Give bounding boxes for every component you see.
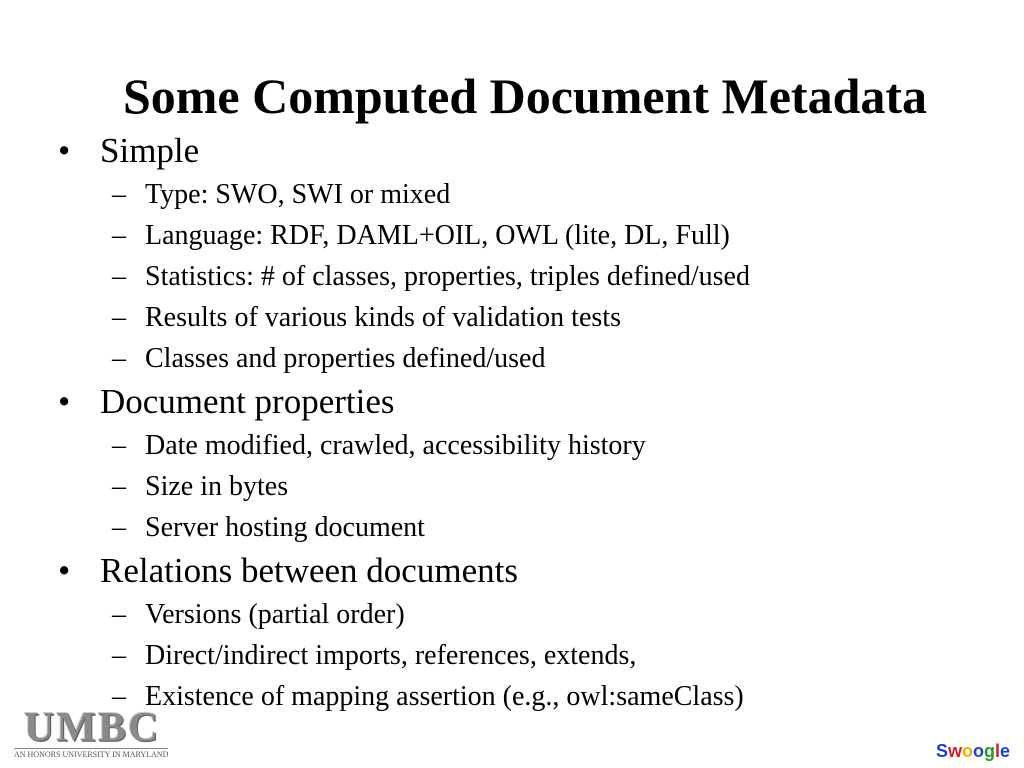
- bullet-group-relations: [56, 548, 1006, 717]
- sub-text: Results of various kinds of validation tests: [145, 302, 621, 333]
- bullet-item: [56, 379, 1006, 425]
- dash-mark: –: [112, 599, 126, 630]
- sub-text: Server hosting document: [145, 512, 425, 543]
- dash-mark: –: [112, 179, 126, 210]
- dash-mark: –: [112, 302, 126, 333]
- dash-mark: –: [112, 640, 126, 671]
- bullet-group-simple: [56, 128, 1006, 379]
- sub-item: [56, 507, 1006, 548]
- sub-text: Language: RDF, DAML+OIL, OWL (lite, DL, Full): [145, 220, 730, 251]
- bullet-text: Simple: [100, 131, 200, 170]
- sub-text: Statistics: # of classes, properties, triples defined/used: [145, 261, 750, 292]
- umbc-tagline: AN HONORS UNIVERSITY IN MARYLAND: [14, 750, 169, 759]
- swoogle-logo-letter: e: [1000, 741, 1011, 761]
- dash-mark: –: [112, 343, 126, 374]
- sub-item: [56, 338, 1006, 379]
- bullet-mark: •: [58, 382, 71, 421]
- bullet-mark: •: [58, 131, 71, 170]
- sub-text: Date modified, crawled, accessibility history: [145, 430, 646, 461]
- bullet-mark: •: [58, 551, 71, 590]
- umbc-logo-text: UMBC: [24, 705, 161, 751]
- swoogle-logo-letter: w: [948, 741, 963, 761]
- sub-item: [56, 174, 1006, 215]
- slide-content: [56, 128, 1006, 717]
- sub-item: [56, 425, 1006, 466]
- sub-item: [56, 256, 1006, 297]
- swoogle-logo-letter: g: [984, 741, 996, 761]
- dash-mark: –: [112, 512, 126, 543]
- bullet-group-document-properties: [56, 379, 1006, 548]
- sub-list: [56, 594, 1006, 717]
- sub-item: [56, 635, 1006, 676]
- sub-list: [56, 174, 1006, 379]
- sub-list: [56, 425, 1006, 548]
- dash-mark: –: [112, 430, 126, 461]
- sub-text: Existence of mapping assertion (e.g., owl:sameClass): [145, 681, 744, 712]
- umbc-logo: [14, 706, 189, 761]
- sub-text: Classes and properties defined/used: [145, 343, 546, 374]
- sub-item: [56, 676, 1006, 717]
- bullet-item: [56, 128, 1006, 174]
- bullet-item: [56, 548, 1006, 594]
- sub-item: [56, 215, 1006, 256]
- swoogle-logo-letter: o: [962, 741, 974, 761]
- swoogle-logo-letter: S: [936, 741, 949, 761]
- dash-mark: –: [112, 261, 126, 292]
- slide-title: Some Computed Document Metadata: [122, 68, 928, 124]
- sub-item: [56, 466, 1006, 507]
- bullet-text: Document properties: [100, 382, 395, 421]
- swoogle-logo-letter: l: [995, 741, 1001, 761]
- sub-text: Size in bytes: [145, 471, 289, 502]
- sub-text: Versions (partial order): [145, 599, 405, 630]
- sub-item: [56, 297, 1006, 338]
- sub-item: [56, 594, 1006, 635]
- swoogle-logo-letter: o: [973, 741, 985, 761]
- sub-text: Direct/indirect imports, references, extends,: [145, 640, 637, 671]
- bullet-text: Relations between documents: [100, 551, 518, 590]
- dash-mark: –: [112, 220, 126, 251]
- dash-mark: –: [112, 471, 126, 502]
- sub-text: Type: SWO, SWI or mixed: [145, 179, 451, 210]
- dash-mark: –: [112, 681, 126, 712]
- swoogle-logo: [936, 740, 1010, 762]
